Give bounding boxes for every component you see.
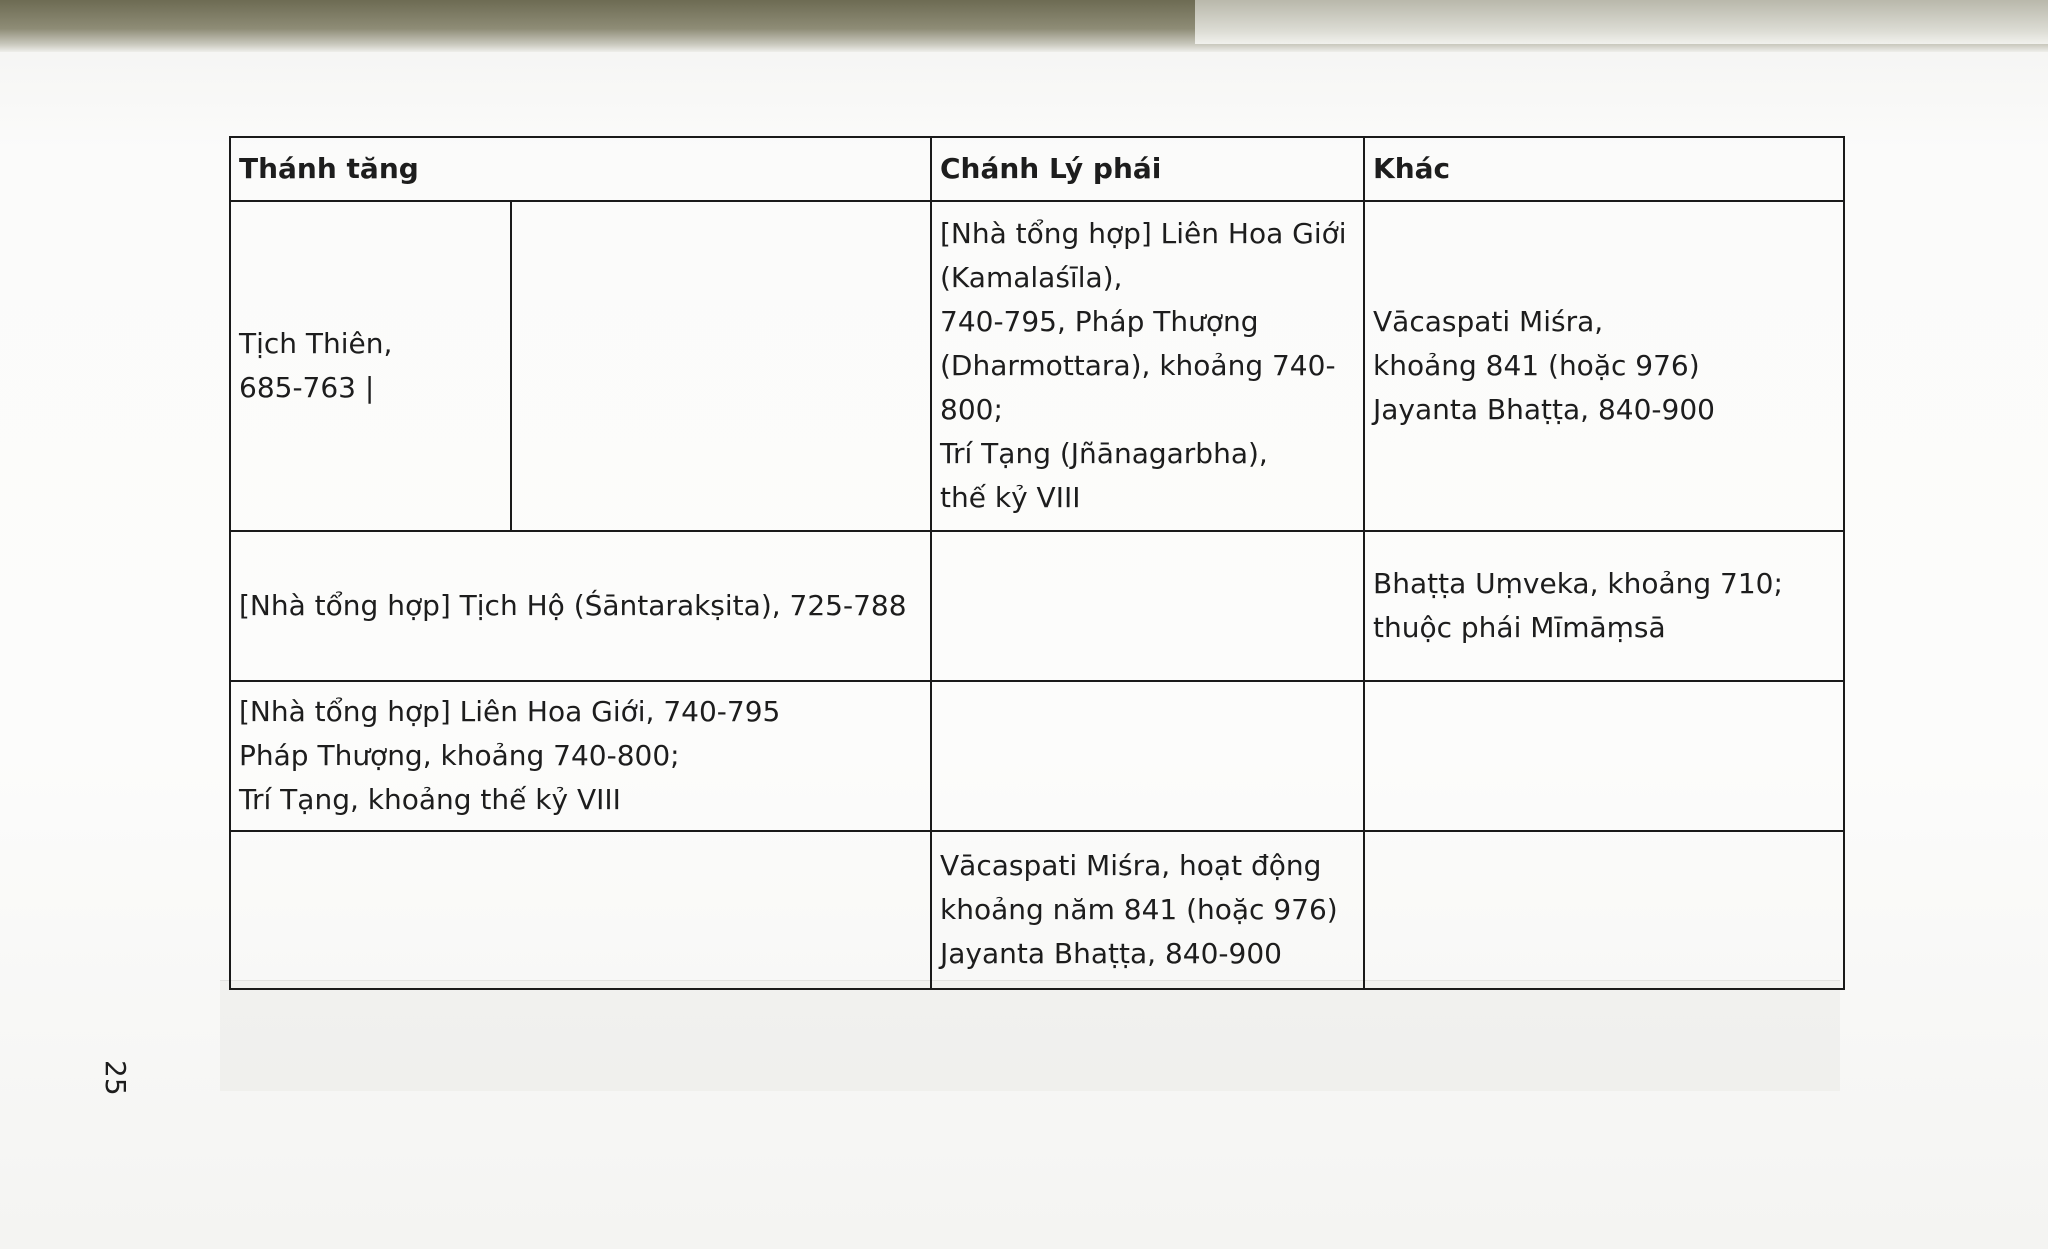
cell-line: (Kamalaśīla), (940, 261, 1123, 294)
table-row (230, 681, 1844, 831)
cell-line: [Nhà tổng hợp] Liên Hoa Giới (940, 217, 1347, 250)
cell-line: 800; (940, 393, 1003, 426)
cell-r4-khac (1364, 831, 1844, 989)
cell-line: [Nhà tổng hợp] Tịch Hộ (Śāntarakṣita), 725-788 (239, 589, 907, 622)
table-row (230, 531, 1844, 681)
cell-r3-thanh-tang (230, 681, 931, 831)
cell-line: 740-795, Pháp Thượng (940, 305, 1259, 338)
cell-r4-thanh-tang (230, 831, 931, 989)
page-top-shadow (0, 0, 2048, 52)
cell-line: 685-763 | (239, 371, 375, 404)
table-row (230, 201, 1844, 531)
cell-line: Jayanta Bhaṭṭa, 840-900 (1373, 393, 1715, 426)
cell-line: Vācaspati Miśra, (1373, 305, 1604, 338)
table-header-row (230, 137, 1844, 201)
table-row (230, 831, 1844, 989)
cell-line: khoảng 841 (hoặc 976) (1373, 349, 1700, 382)
header-thanh-tang: Thánh tăng (230, 137, 931, 201)
cell-r1-chanh-ly-phai (931, 201, 1364, 531)
cell-r3-khac (1364, 681, 1844, 831)
cell-line: Trí Tạng (Jñānagarbha), (940, 437, 1268, 470)
page-top-shadow-right (1195, 0, 2048, 44)
cell-r2-thanh-tang (230, 531, 931, 681)
cell-line: thế kỷ VIII (940, 481, 1081, 514)
page-number: 25 (99, 1060, 132, 1096)
header-khac: Khác (1364, 137, 1844, 201)
cell-line: [Nhà tổng hợp] Liên Hoa Giới, 740-795 (239, 695, 781, 728)
cell-r2-chanh-ly-phai (931, 531, 1364, 681)
show-through-from-reverse (220, 980, 1840, 1091)
header-chanh-ly-phai: Chánh Lý phái (931, 137, 1364, 201)
cell-line: Bhaṭṭa Uṃveka, khoảng 710; (1373, 567, 1783, 600)
cell-r1-thanh-tang-b (511, 201, 931, 531)
chronology-table (229, 136, 1845, 990)
cell-r1-khac (1364, 201, 1844, 531)
cell-line: Pháp Thượng, khoảng 740-800; (239, 739, 680, 772)
cell-line: khoảng năm 841 (hoặc 976) (940, 893, 1338, 926)
cell-line: Trí Tạng, khoảng thế kỷ VIII (239, 783, 621, 816)
cell-r3-chanh-ly-phai (931, 681, 1364, 831)
cell-r1-thanh-tang-a (230, 201, 511, 531)
cell-line: Vācaspati Miśra, hoạt động (940, 849, 1322, 882)
cell-line: Jayanta Bhaṭṭa, 840-900 (940, 937, 1282, 970)
cell-line: thuộc phái Mīmāṃsā (1373, 611, 1666, 644)
cell-line: (Dharmottara), khoảng 740- (940, 349, 1336, 382)
cell-r4-chanh-ly-phai (931, 831, 1364, 989)
cell-line: Tịch Thiên, (239, 327, 393, 360)
cell-r2-khac (1364, 531, 1844, 681)
